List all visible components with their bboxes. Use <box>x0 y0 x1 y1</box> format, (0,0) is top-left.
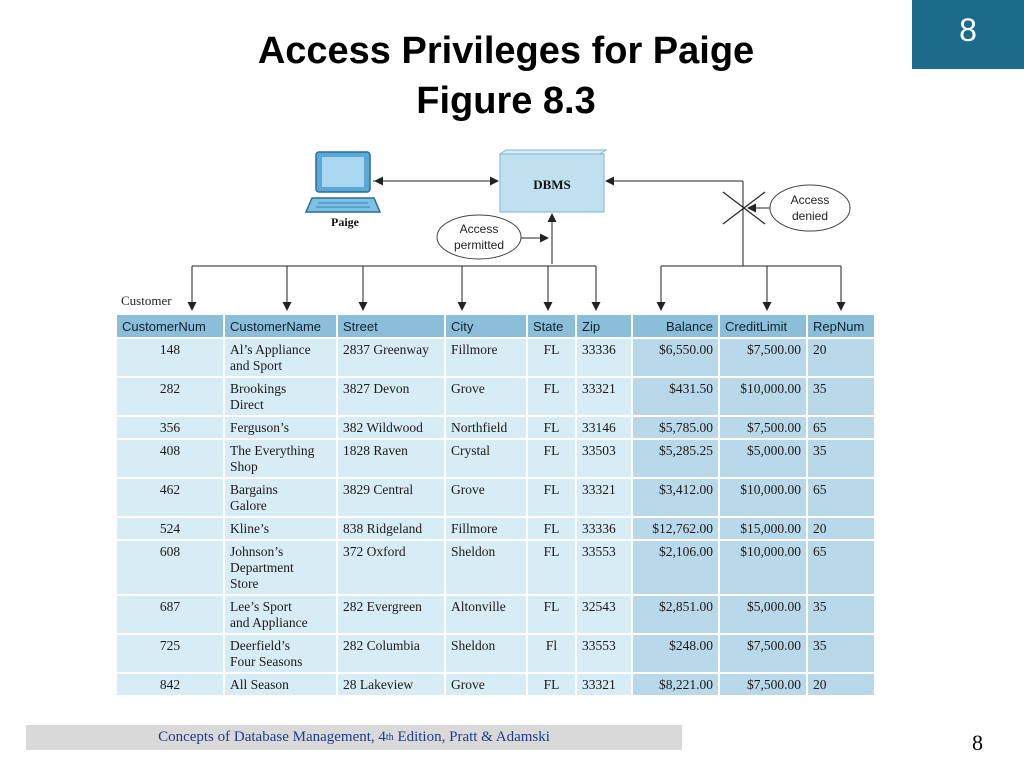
cell-creditlimit: $7,500.00 <box>720 339 806 376</box>
cell-city: Fillmore <box>446 518 526 539</box>
cell-customernum: 687 <box>117 596 223 633</box>
table-row <box>117 339 874 376</box>
cell-street: 282 Columbia <box>338 635 444 672</box>
table-row <box>117 440 874 477</box>
cell-city: Grove <box>446 378 526 415</box>
cell-street: 372 Oxford <box>338 541 444 594</box>
table-row <box>117 518 874 539</box>
cell-state: FL <box>528 674 575 695</box>
cell-repnum: 20 <box>808 518 874 539</box>
cell-creditlimit: $10,000.00 <box>720 378 806 415</box>
computer-icon <box>306 152 380 212</box>
cell-state: FL <box>528 479 575 516</box>
cell-zip: 33503 <box>577 440 631 477</box>
cell-state: FL <box>528 518 575 539</box>
cell-customernum: 725 <box>117 635 223 672</box>
cell-balance: $12,762.00 <box>633 518 718 539</box>
cell-customername: Deerfield’s Four Seasons <box>225 635 336 672</box>
cell-street: 3827 Devon <box>338 378 444 415</box>
cell-state: FL <box>528 417 575 438</box>
permitted-text-2: permitted <box>453 238 505 252</box>
cell-creditlimit: $5,000.00 <box>720 596 806 633</box>
cell-zip: 33146 <box>577 417 631 438</box>
cell-city: Sheldon <box>446 541 526 594</box>
cell-state: FL <box>528 596 575 633</box>
permitted-text-1: Access <box>459 222 499 236</box>
cell-repnum: 20 <box>808 674 874 695</box>
denied-field-arrows <box>661 266 841 310</box>
cell-customernum: 842 <box>117 674 223 695</box>
cell-zip: 33321 <box>577 479 631 516</box>
cell-repnum: 35 <box>808 596 874 633</box>
header-state: State <box>528 315 575 337</box>
footer-text-prefix: Concepts of Database Management, 4 <box>158 729 386 745</box>
user-label: Paige <box>331 215 359 229</box>
cell-customernum: 282 <box>117 378 223 415</box>
cell-street: 28 Lakeview <box>338 674 444 695</box>
cell-balance: $5,785.00 <box>633 417 718 438</box>
cell-state: FL <box>528 541 575 594</box>
cell-street: 2837 Greenway <box>338 339 444 376</box>
cell-street: 3829 Central <box>338 479 444 516</box>
header-street: Street <box>338 315 444 337</box>
cell-repnum: 65 <box>808 417 874 438</box>
table-row <box>117 596 874 633</box>
cell-city: Grove <box>446 674 526 695</box>
table-row <box>117 378 874 415</box>
cell-customernum: 356 <box>117 417 223 438</box>
cell-zip: 33553 <box>577 635 631 672</box>
customer-table <box>115 313 876 697</box>
cell-balance: $2,851.00 <box>633 596 718 633</box>
cell-customername: Bargains Galore <box>225 479 336 516</box>
footer-text-sup: th <box>385 732 394 743</box>
access-denied-bubble <box>770 185 850 231</box>
cell-balance: $5,285.25 <box>633 440 718 477</box>
cell-creditlimit: $7,500.00 <box>720 417 806 438</box>
cell-customernum: 408 <box>117 440 223 477</box>
cell-repnum: 35 <box>808 378 874 415</box>
cell-customername: Lee’s Sport and Appliance <box>225 596 336 633</box>
cell-street: 382 Wildwood <box>338 417 444 438</box>
cell-zip: 33336 <box>577 339 631 376</box>
header-city: City <box>446 315 526 337</box>
cell-zip: 33553 <box>577 541 631 594</box>
cell-creditlimit: $5,000.00 <box>720 440 806 477</box>
cell-zip: 33336 <box>577 518 631 539</box>
dbms-label: DBMS <box>533 177 571 192</box>
cell-creditlimit: $10,000.00 <box>720 479 806 516</box>
cell-repnum: 35 <box>808 635 874 672</box>
header-zip: Zip <box>577 315 631 337</box>
cell-balance: $3,412.00 <box>633 479 718 516</box>
footer-text-suffix: Edition, Pratt & Adamski <box>393 729 550 745</box>
cell-customername: Johnson’s Department Store <box>225 541 336 594</box>
cell-balance: $248.00 <box>633 635 718 672</box>
table-row <box>117 541 874 594</box>
cell-repnum: 65 <box>808 541 874 594</box>
cell-creditlimit: $7,500.00 <box>720 635 806 672</box>
title-line-2: Figure 8.3 <box>416 80 596 122</box>
cell-state: FL <box>528 339 575 376</box>
cell-city: Sheldon <box>446 635 526 672</box>
cell-customername: Kline’s <box>225 518 336 539</box>
table-row <box>117 417 874 438</box>
cell-state: Fl <box>528 635 575 672</box>
header-balance: Balance <box>633 315 718 337</box>
header-customername: CustomerName <box>225 315 336 337</box>
cell-creditlimit: $7,500.00 <box>720 674 806 695</box>
cell-balance: $431.50 <box>633 378 718 415</box>
cell-creditlimit: $10,000.00 <box>720 541 806 594</box>
cell-customername: Al’s Appliance and Sport <box>225 339 336 376</box>
header-creditlimit: CreditLimit <box>720 315 806 337</box>
footer-citation <box>26 725 682 750</box>
cell-state: FL <box>528 440 575 477</box>
table-header-row <box>117 315 874 337</box>
cell-creditlimit: $15,000.00 <box>720 518 806 539</box>
cell-state: FL <box>528 378 575 415</box>
header-repnum: RepNum <box>808 315 874 337</box>
table-name-label: Customer <box>121 293 172 308</box>
cell-repnum: 35 <box>808 440 874 477</box>
cell-balance: $6,550.00 <box>633 339 718 376</box>
cell-city: Grove <box>446 479 526 516</box>
cell-customernum: 608 <box>117 541 223 594</box>
cell-repnum: 20 <box>808 339 874 376</box>
cell-street: 838 Ridgeland <box>338 518 444 539</box>
cell-city: Crystal <box>446 440 526 477</box>
table-row <box>117 635 874 672</box>
cell-city: Fillmore <box>446 339 526 376</box>
cell-customername: Ferguson’s <box>225 417 336 438</box>
cell-customernum: 462 <box>117 479 223 516</box>
permitted-field-arrows <box>192 266 596 310</box>
cell-street: 1828 Raven <box>338 440 444 477</box>
cell-zip: 33321 <box>577 674 631 695</box>
table-row <box>117 674 874 695</box>
cell-customername: The Everything Shop <box>225 440 336 477</box>
cell-repnum: 65 <box>808 479 874 516</box>
denied-text-2: denied <box>791 209 829 223</box>
cell-customername: Brookings Direct <box>225 378 336 415</box>
cell-city: Northfield <box>446 417 526 438</box>
cell-zip: 32543 <box>577 596 631 633</box>
cell-street: 282 Evergreen <box>338 596 444 633</box>
cell-customername: All Season <box>225 674 336 695</box>
cell-balance: $8,221.00 <box>633 674 718 695</box>
cell-customernum: 148 <box>117 339 223 376</box>
cell-customernum: 524 <box>117 518 223 539</box>
denied-text-1: Access <box>790 193 830 207</box>
header-customernum: CustomerNum <box>117 315 223 337</box>
cell-balance: $2,106.00 <box>633 541 718 594</box>
page-number: 8 <box>972 730 983 755</box>
table-row <box>117 479 874 516</box>
title-line-1: Access Privileges for Paige <box>257 30 755 72</box>
chapter-badge: 8 <box>912 0 1024 69</box>
cell-city: Altonville <box>446 596 526 633</box>
cell-zip: 33321 <box>577 378 631 415</box>
